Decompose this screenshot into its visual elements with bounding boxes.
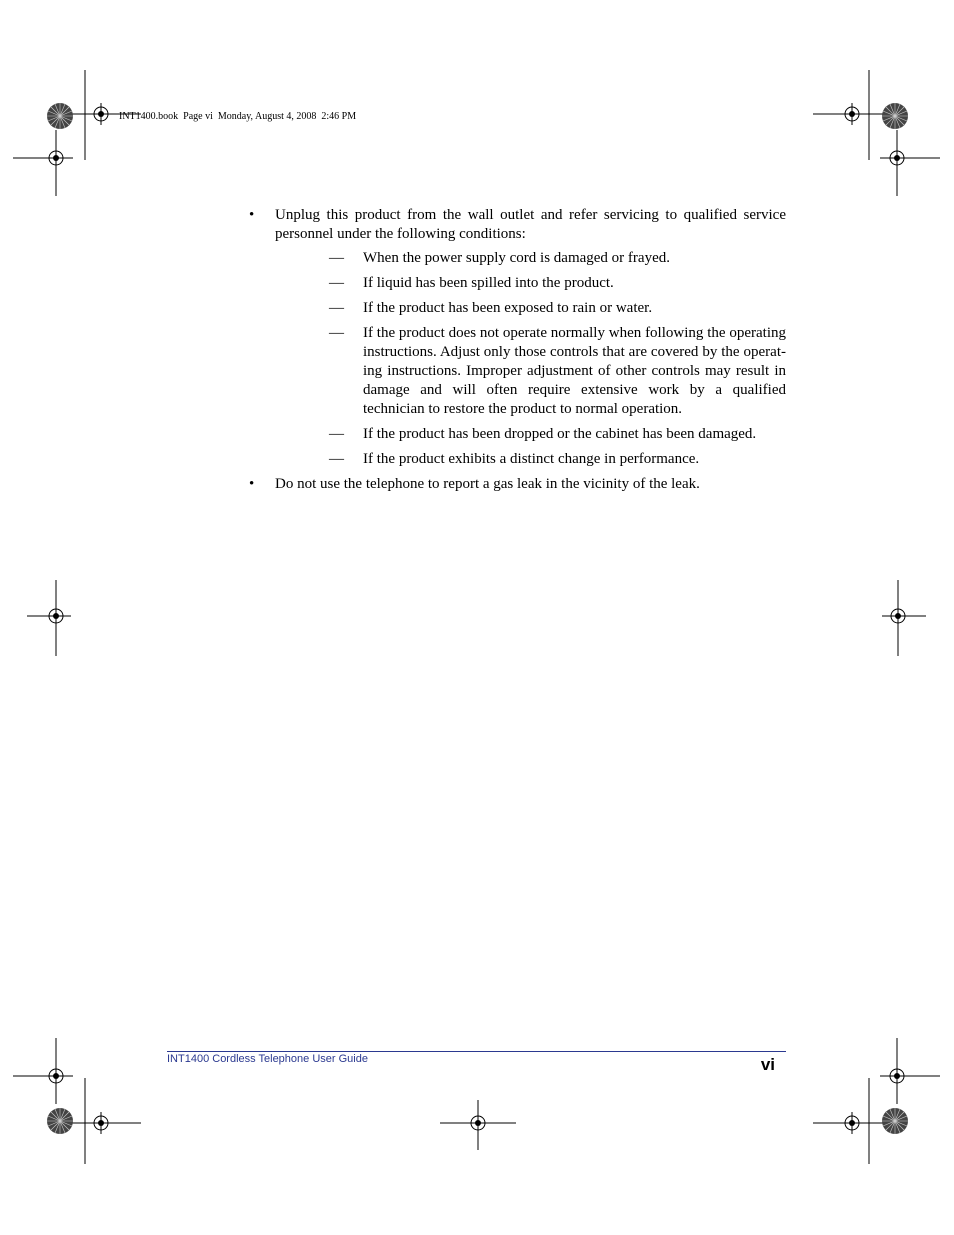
condition-list bbox=[275, 249, 786, 469]
registration-mark-bottom-center bbox=[440, 1100, 516, 1150]
condition-item bbox=[275, 249, 786, 268]
condition-item bbox=[275, 324, 786, 419]
star-target-top-left bbox=[46, 102, 74, 130]
footer-rule bbox=[167, 1051, 786, 1052]
bullet-item-unplug bbox=[249, 206, 786, 469]
condition-text: If the product does not operate normally when following the operating instructions. Adjust only those controls that are covered by the operat-ing instructions. Improper adjustment of other controls may result in damage and will often require extensive work by a qualified technician to restore the product to normal operation. bbox=[363, 325, 786, 417]
registration-mark-top-right-inner bbox=[813, 70, 883, 160]
condition-text: If the product has been dropped or the cabinet has been damaged. bbox=[363, 426, 757, 442]
condition-text: When the power supply cord is damaged or frayed. bbox=[363, 250, 670, 266]
condition-item bbox=[275, 450, 786, 469]
condition-item bbox=[275, 425, 786, 444]
bullet-symbol: • bbox=[249, 207, 255, 223]
star-target-top-right bbox=[881, 102, 909, 130]
condition-text: If the product has been exposed to rain or water. bbox=[363, 300, 653, 316]
dash-symbol: — bbox=[329, 250, 344, 266]
footer-title: INT1400 Cordless Telephone User Guide bbox=[167, 1053, 368, 1065]
safety-instructions bbox=[249, 206, 786, 494]
registration-mark-top-left-inner bbox=[71, 70, 141, 160]
dash-symbol: — bbox=[329, 300, 344, 316]
dash-symbol: — bbox=[329, 275, 344, 291]
dash-symbol: — bbox=[329, 325, 344, 341]
registration-mark-bottom-left-outer bbox=[13, 1038, 73, 1104]
condition-text: If the product exhibits a distinct change in performance. bbox=[363, 451, 700, 467]
bullet-text: Unplug this product from the wall outlet and refer servicing to qualified service personnel under the following conditions: bbox=[275, 207, 786, 242]
registration-mark-mid-left bbox=[27, 580, 87, 656]
registration-mark-mid-right bbox=[880, 580, 940, 656]
condition-item bbox=[275, 299, 786, 318]
registration-mark-top-left-outer bbox=[13, 130, 73, 196]
dash-symbol: — bbox=[329, 451, 344, 467]
star-target-bottom-right bbox=[881, 1107, 909, 1135]
page-number: vi bbox=[760, 1055, 775, 1074]
bullet-text: Do not use the telephone to report a gas leak in the vicinity of the leak. bbox=[275, 476, 700, 492]
registration-mark-bottom-left-inner bbox=[71, 1078, 141, 1164]
registration-mark-bottom-right-inner bbox=[813, 1078, 883, 1164]
print-slug: INT1400.book Page vi Monday, August 4, 2008 2:46 PM bbox=[119, 111, 357, 122]
registration-mark-top-right-outer bbox=[880, 130, 940, 196]
bullet-symbol: • bbox=[249, 476, 255, 492]
star-target-bottom-left bbox=[46, 1107, 74, 1135]
condition-text: If liquid has been spilled into the product. bbox=[363, 275, 614, 291]
condition-item bbox=[275, 274, 786, 293]
dash-symbol: — bbox=[329, 426, 344, 442]
registration-mark-bottom-right-outer bbox=[880, 1038, 940, 1104]
bullet-item-gas-leak bbox=[249, 475, 786, 494]
